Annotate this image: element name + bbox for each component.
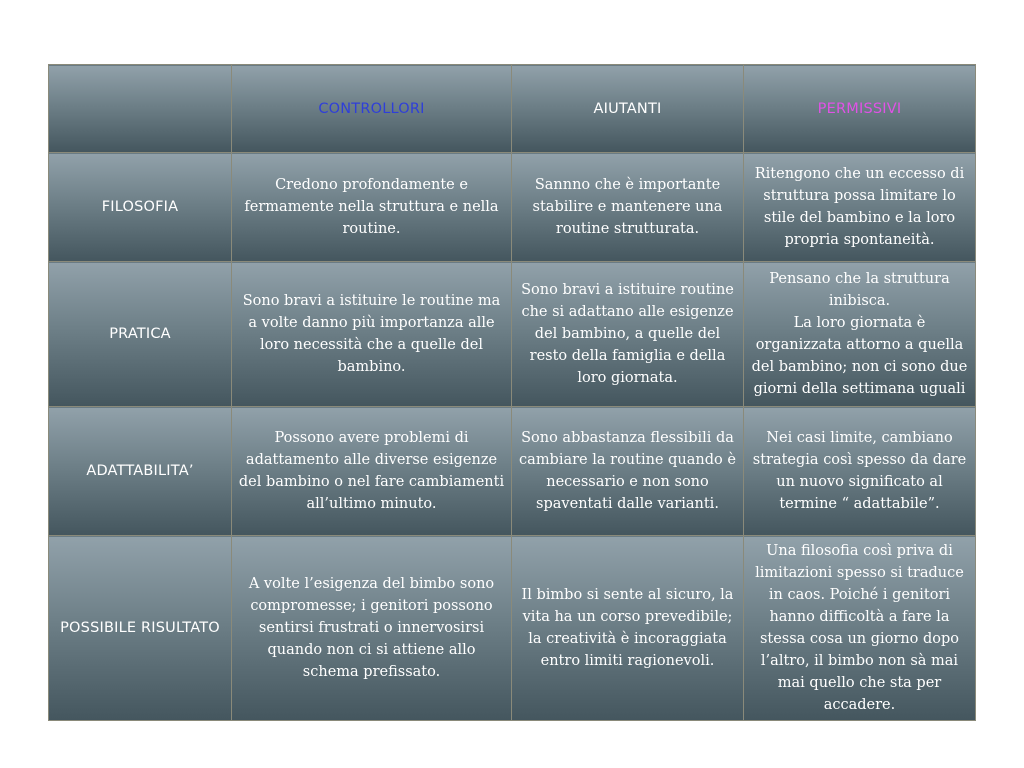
corner-cell [49,65,232,153]
cell-filosofia-aiutanti: Sannno che è importante stabilire e mantenere una routine strutturata. [512,153,744,262]
row-header-adattabilita: ADATTABILITA’ [49,407,232,536]
cell-pratica-aiutanti: Sono bravi a istituire routine che si adattano alle esigenze del bambino, a quelle del resto della famiglia e della loro giornata. [512,262,744,407]
header-row [49,65,976,153]
col-header-controllori: CONTROLLORI [232,65,512,153]
row-pratica [49,262,976,407]
row-filosofia [49,153,976,262]
cell-pratica-controllori: Sono bravi a istituire le routine ma a volte danno più importanza alle loro necessità che a quelle del bambino. [232,262,512,407]
row-header-filosofia: FILOSOFIA [49,153,232,262]
row-header-pratica: PRATICA [49,262,232,407]
row-header-possibile-risultato: POSSIBILE RISULTATO [49,536,232,721]
cell-adattabilita-controllori: Possono avere problemi di adattamento alle diverse esigenze del bambino o nel fare cambiamenti all’ultimo minuto. [232,407,512,536]
cell-filosofia-controllori: Credono profondamente e fermamente nella struttura e nella routine. [232,153,512,262]
col-header-aiutanti: AIUTANTI [512,65,744,153]
cell-filosofia-permissivi: Ritengono che un eccesso di struttura possa limitare lo stile del bambino e la loro propria spontaneità. [744,153,976,262]
cell-risultato-permissivi: Una filosofia così priva di limitazioni spesso si traduce in caos. Poiché i genitori hanno difficoltà a fare la stessa cosa un giorno dopo l’altro, il bimbo non sà mai mai quello che sta per accadere. [744,536,976,721]
cell-adattabilita-aiutanti: Sono abbastanza flessibili da cambiare la routine quando è necessario e non sono spaventati dalle varianti. [512,407,744,536]
row-possibile-risultato [49,536,976,721]
cell-pratica-permissivi: Pensano che la struttura inibisca. La loro giornata è organizzata attorno a quella del bambino; non ci sono due giorni della settimana uguali [744,262,976,407]
parenting-styles-table [48,64,976,721]
col-header-permissivi: PERMISSIVI [744,65,976,153]
cell-adattabilita-permissivi: Nei casi limite, cambiano strategia così spesso da dare un nuovo significato al termine “ adattabile”. [744,407,976,536]
cell-risultato-aiutanti: Il bimbo si sente al sicuro, la vita ha un corso prevedibile; la creatività è incoraggiata entro limiti ragionevoli. [512,536,744,721]
cell-risultato-controllori: A volte l’esigenza del bimbo sono compromesse; i genitori possono sentirsi frustrati o innervosirsi quando non ci si attiene allo schema prefissato. [232,536,512,721]
row-adattabilita [49,407,976,536]
